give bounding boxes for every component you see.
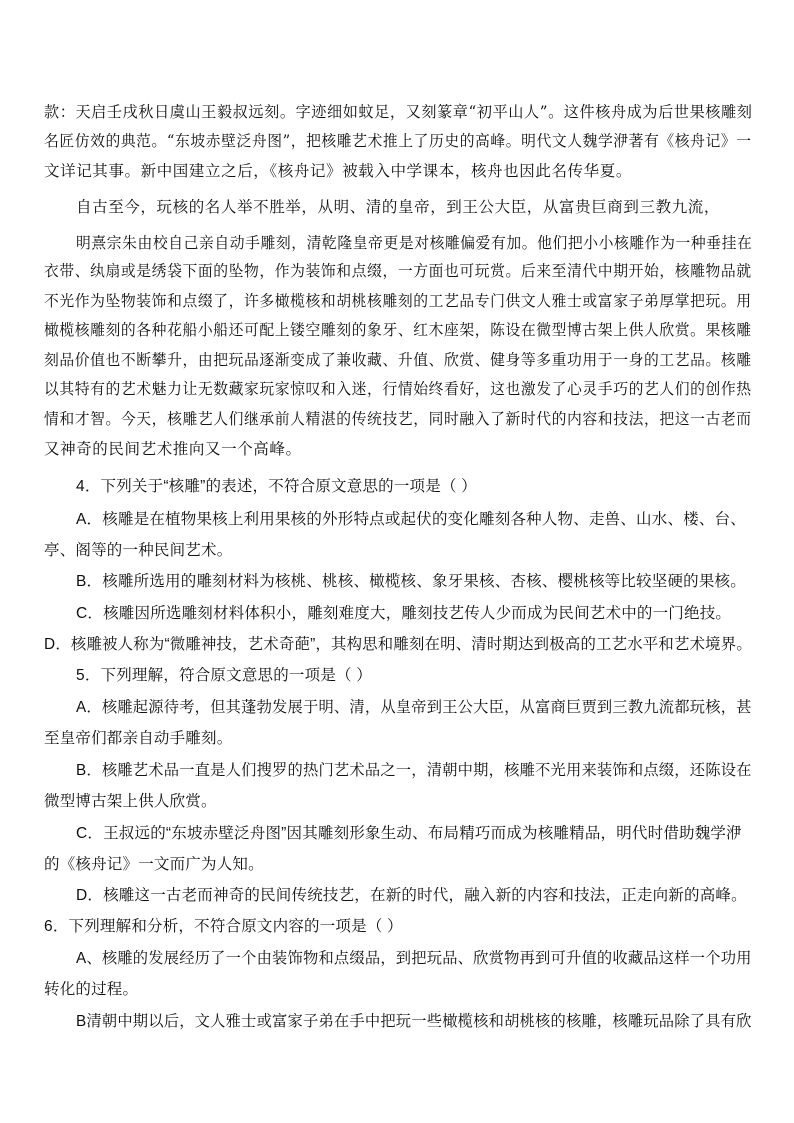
question-6-option-a: A、核雕的发展经历了一个由装饰物和点缀品，到把玩品、欣赏物再到可升值的收藏品这样一个功用	[76, 950, 752, 967]
passage-line: 橄榄核雕刻的各种花船小船还可配上镂空雕刻的象牙、红木座架，陈设在微型博古架上供人欣赏。果核雕	[44, 321, 752, 339]
question-5-stem: 5．下列理解，符合原文意思的一项是（ ）	[76, 667, 372, 684]
passage-line: 明熹宗朱由校自己亲自动手雕刻，清乾隆皇帝更是对核雕偏爱有加。他们把小小核雕作为一种垂挂在	[76, 234, 753, 252]
question-4-option-c: C．核雕因所选雕刻材料体积小，雕刻难度大，雕刻技艺传人少而成为民间艺术中的一门绝技。	[76, 605, 732, 622]
question-5-option-a: A．核雕起源待考，但其蓬勃发展于明、清，从皇帝到王公大臣，从富商巨贾到三教九流都玩核，甚	[76, 699, 752, 716]
question-4-stem: 4．下列关于“核雕”的表述，不符合原文意思的一项是（ ）	[76, 478, 477, 495]
question-5-option-a-cont: 至皇帝们都亲自动手雕刻。	[44, 730, 233, 747]
question-6-option-b: B清朝中期以后，文人雅士或富家子弟在手中把玩一些橄榄核和胡桃核的核雕，核雕玩品除了具有欣	[76, 1013, 752, 1030]
passage-line: 不光作为坠物装饰和点缀了，许多橄榄核和胡桃核雕刻的工艺品专门供文人雅士或富家子弟厚掌把玩。用	[44, 292, 752, 310]
question-4-option-b: B．核雕所选用的雕刻材料为核桃、桃核、橄榄核、象牙果核、杏核、樱桃核等比较坚硬的果核。	[76, 573, 746, 590]
passage-line: 衣带、纨扇或是绣袋下面的坠物，作为装饰和点缀，一方面也可玩赏。后来至清代中期开始，核雕物品就	[44, 262, 752, 280]
passage-line: 名匠仿效的典范。“东坡赤壁泛舟图”，把核雕艺术推上了历史的高峰。明代文人魏学洢著有《核舟记》一	[44, 132, 752, 150]
passage-line: 自古至今，玩核的名人举不胜举，从明、清的皇帝，到王公大臣，从富贵巨商到三教九流，	[76, 198, 721, 216]
question-4-option-d: D．核雕被人称为“微雕神技，艺术奇葩”，其构思和雕刻在明、清时期达到极高的工艺水平和艺术境界。	[44, 636, 752, 653]
passage-line: 文详记其事。新中国建立之后，《核舟记》被载入中学课本，核舟也因此名传华夏。	[44, 162, 632, 180]
passage-line: 刻品价值也不断攀升，由把玩品逐渐变成了兼收藏、升值、欣赏、健身等多重功用于一身的工艺品。核雕	[44, 351, 752, 369]
question-5-option-d: D．核雕这一古老而神奇的民间传统技艺，在新的时代，融入新的内容和技法，正走向新的高峰。	[76, 887, 747, 904]
passage-line: 情和才智。今天，核雕艺人们继承前人精湛的传统技艺，同时融入了新时代的内容和技法，把这一古老而	[44, 410, 752, 428]
question-5-option-c: C．王叔远的“东坡赤壁泛舟图”因其雕刻形象生动、布局精巧而成为核雕精品，明代时借助魏学洢	[76, 825, 742, 842]
question-4-option-a: A．核雕是在植物果核上利用果核的外形特点或起伏的变化雕刻各种人物、走兽、山水、楼、台、	[76, 511, 746, 528]
question-5-option-c-cont: 的《核舟记》一文而广为人知。	[44, 856, 264, 873]
question-4-option-a-cont: 亭、阁等的一种民间艺术。	[44, 542, 233, 559]
passage-line: 款：天启壬戌秋日虞山王毅叔远刻。字迹细如蚊足，又刻篆章“初平山人”。这件核舟成为后世果核雕刻	[44, 103, 753, 121]
passage-line: 以其特有的艺术魅力让无数藏家玩家惊叹和入迷，行情始终看好，这也激发了心灵手巧的艺人们的创作热	[44, 380, 752, 398]
question-5-option-b: B．核雕艺术品一直是人们搜罗的热门艺术品之一，清朝中期，核雕不光用来装饰和点缀，还陈设在	[76, 762, 752, 779]
passage-line: 又神奇的民间艺术推向又一个高峰。	[44, 440, 302, 458]
question-6-stem: 6．下列理解和分析，不符合原文内容的一项是（ ）	[44, 918, 403, 935]
question-6-option-a-cont: 转化的过程。	[44, 981, 139, 998]
question-5-option-b-cont: 微型博古架上供人欣赏。	[44, 793, 217, 810]
